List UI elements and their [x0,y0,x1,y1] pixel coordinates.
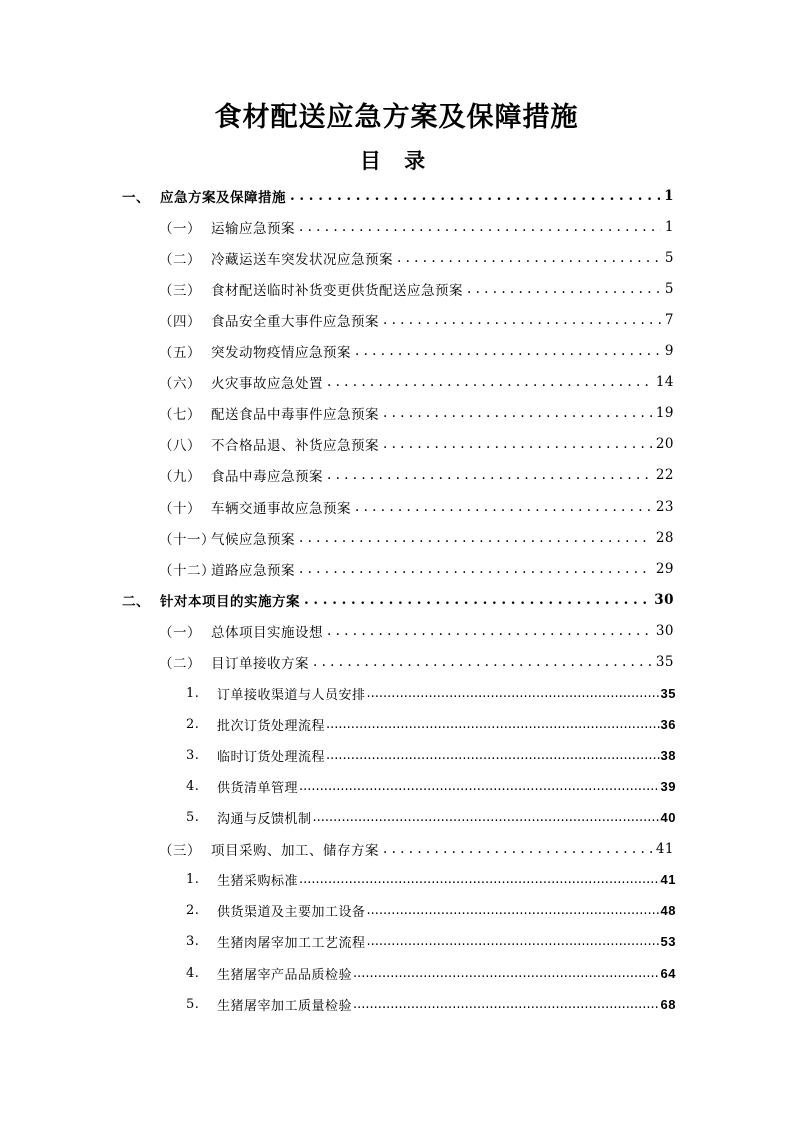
toc-dot-leader [299,561,652,577]
toc-entry-level-3[interactable] [186,864,676,895]
toc-entry-page-number: 41 [660,872,676,888]
toc-entry-title: 配送食品中毒事件应急预案 [211,407,379,424]
toc-dot-leader [355,343,661,359]
toc-entry-number: （一） [159,220,201,237]
toc-dot-leader [355,499,652,515]
toc-entry-title: 火灾事故应急处置 [211,376,323,393]
toc-dot-leader [299,219,661,235]
toc-dot-leader [313,810,660,825]
toc-entry-level-2[interactable] [159,304,674,335]
toc-entry-title: 应急方案及保障措施 [160,189,286,206]
toc-entry-title: 生猪肉屠宰加工工艺流程 [217,936,366,952]
toc-dot-leader [299,872,660,887]
toc-entry-title: 批次订货处理流程 [217,718,326,734]
toc-entry-title: 订单接收渠道与人员安排 [217,687,366,703]
toc-entry-number: 1. [186,872,200,888]
toc-entry-number: （十一） [159,531,215,548]
toc-entry-page-number: 53 [660,934,676,950]
toc-entry-level-3[interactable] [186,709,676,740]
toc-entry-number: （一） [159,624,201,641]
toc-entry-level-2[interactable] [159,429,674,460]
toc-entry-title: 食材配送临时补货变更供货配送应急预案 [211,282,463,299]
toc-dot-leader [397,250,661,266]
toc-entry-page-number: 9 [664,343,674,359]
toc-entry-page-number: 38 [660,747,676,763]
toc-entry-title: 生猪屠宰产品品质检验 [217,967,353,983]
toc-entry-page-number: 5 [664,280,674,297]
toc-entry-number: （十） [159,500,201,517]
toc-entry-page-number: 35 [655,654,674,670]
toc-entry-page-number: 36 [660,716,676,732]
toc-dot-leader [367,686,660,701]
toc-entry-page-number: 41 [655,840,674,857]
toc-entry-level-2[interactable] [159,273,674,304]
toc-entry-number: （三） [159,842,201,859]
toc-entry-title: 针对本项目的实施方案 [160,593,300,610]
toc-entry-level-1[interactable] [122,180,674,211]
toc-entry-level-3[interactable] [186,771,676,802]
toc-entry-level-2[interactable] [159,647,674,678]
toc-entry-title: 项目采购、加工、储存方案 [211,842,379,859]
toc-entry-level-1[interactable] [122,584,674,615]
toc-dot-leader [304,592,650,608]
toc-entry-title: 气候应急预案 [211,531,295,548]
toc-dot-leader [367,903,660,918]
toc-dot-leader [290,188,660,204]
toc-entry-page-number: 48 [660,903,676,919]
toc-entry-page-number: 29 [655,560,674,577]
toc-dot-leader [353,997,660,1012]
toc-entry-number: （四） [159,313,201,330]
toc-entry-number: 2. [186,716,200,732]
toc-entry-number: （二） [159,656,201,672]
toc-entry-page-number: 30 [654,591,674,608]
toc-entry-title: 食品中毒应急预案 [211,469,323,486]
toc-entry-level-2[interactable] [159,615,674,646]
toc-entry-number: 3. [186,934,200,950]
toc-entry-page-number: 22 [655,467,674,484]
toc-entry-number: （六） [159,376,201,393]
toc-dot-leader [383,405,652,421]
toc-entry-title: 食品安全重大事件应急预案 [211,313,379,330]
toc-entry-level-2[interactable] [159,211,674,242]
toc-dot-leader [383,312,661,328]
toc-dot-leader [313,654,652,670]
toc-entry-number: （五） [159,345,201,361]
toc-dot-leader [327,623,652,639]
toc-entry-title: 道路应急预案 [211,562,295,579]
toc-entry-number: 5. [186,996,200,1012]
toc-entry-level-3[interactable] [186,926,676,957]
toc-entry-title: 生猪采购标准 [217,874,299,890]
toc-entry-page-number: 23 [655,498,674,515]
toc-entry-page-number: 68 [660,996,676,1012]
toc-dot-leader [299,530,652,546]
toc-entry-page-number: 14 [655,374,674,391]
toc-entry-page-number: 5 [664,249,674,266]
toc-entry-number: （七） [159,407,201,424]
toc-dot-leader [383,841,652,857]
toc-entry-level-3[interactable] [186,958,676,989]
toc-entry-level-2[interactable] [159,398,674,429]
toc-entry-level-3[interactable] [186,802,676,833]
toc-entry-level-3[interactable] [186,895,676,926]
toc-entry-page-number: 30 [655,622,674,639]
toc-entry-number: 一、 [122,189,150,206]
toc-entry-title: 运输应急预案 [211,220,295,237]
toc-entry-title: 沟通与反馈机制 [217,812,312,827]
toc-entry-page-number: 64 [660,965,676,981]
toc-entry-number: 5. [186,810,200,825]
toc-entry-title: 车辆交通事故应急预案 [211,500,351,517]
toc-entry-level-3[interactable] [186,740,676,771]
toc-entry-title: 总体项目实施设想 [211,624,323,641]
toc-entry-level-2[interactable] [159,460,674,491]
toc-entry-number: 二、 [122,593,150,610]
toc-dot-leader [299,779,660,794]
toc-entry-page-number: 1 [664,218,674,235]
toc-entry-number: （三） [159,282,201,299]
toc-entry-level-2[interactable] [159,367,674,398]
toc-entry-number: 3. [186,747,200,763]
toc-entry-page-number: 20 [655,436,674,453]
toc-entry-number: （十二） [159,562,215,579]
toc-entry-title: 目订单接收方案 [211,656,309,672]
toc-entry-title: 供货清单管理 [217,780,299,796]
toc-entry-level-2[interactable] [159,336,674,367]
toc-entry-level-2[interactable] [159,553,674,584]
toc-entry-number: （二） [159,251,201,268]
toc-entry-page-number: 19 [655,405,674,422]
toc-entry-level-2[interactable] [159,833,674,864]
toc-entry-number: （九） [159,469,201,486]
toc-entry-page-number: 39 [660,778,676,794]
toc-dot-leader [383,436,652,452]
document-title: 食材配送应急方案及保障措施 [214,102,579,133]
toc-entry-title: 供货渠道及主要加工设备 [217,905,366,921]
toc-entry-page-number: 7 [664,311,674,328]
toc-entry-number: 4. [186,965,200,981]
toc-dot-leader [327,374,652,390]
toc-dot-leader [326,717,660,732]
toc-entry-level-2[interactable] [159,242,674,273]
toc-entry-page-number: 35 [660,685,676,701]
toc-entry-level-2[interactable] [159,522,674,553]
toc-entry-page-number: 1 [664,187,674,204]
toc-entry-number: （八） [159,438,201,455]
toc-entry-title: 冷藏运送车突发状况应急预案 [211,251,393,268]
toc-entry-page-number: 28 [655,529,674,546]
toc-entry-title: 突发动物疫情应急预案 [211,345,351,361]
toc-dot-leader [467,281,661,297]
toc-entry-title: 临时订货处理流程 [217,749,326,765]
toc-entry-number: 1. [186,685,200,701]
toc-entry-page-number: 40 [660,810,676,825]
toc-entry-number: 4. [186,778,200,794]
toc-dot-leader [367,934,660,949]
toc-heading: 目 录 [359,148,434,173]
toc-dot-leader [327,467,652,483]
toc-dot-leader [326,748,660,763]
toc-entry-level-3[interactable] [186,989,676,1020]
toc-dot-leader [353,966,660,981]
toc-entry-number: 2. [186,903,200,919]
toc-entry-title: 不合格品退、补货应急预案 [211,438,379,455]
toc-entry-level-3[interactable] [186,678,676,709]
toc-entry-title: 生猪屠宰加工质量检验 [217,998,353,1014]
toc-entry-level-2[interactable] [159,491,674,522]
